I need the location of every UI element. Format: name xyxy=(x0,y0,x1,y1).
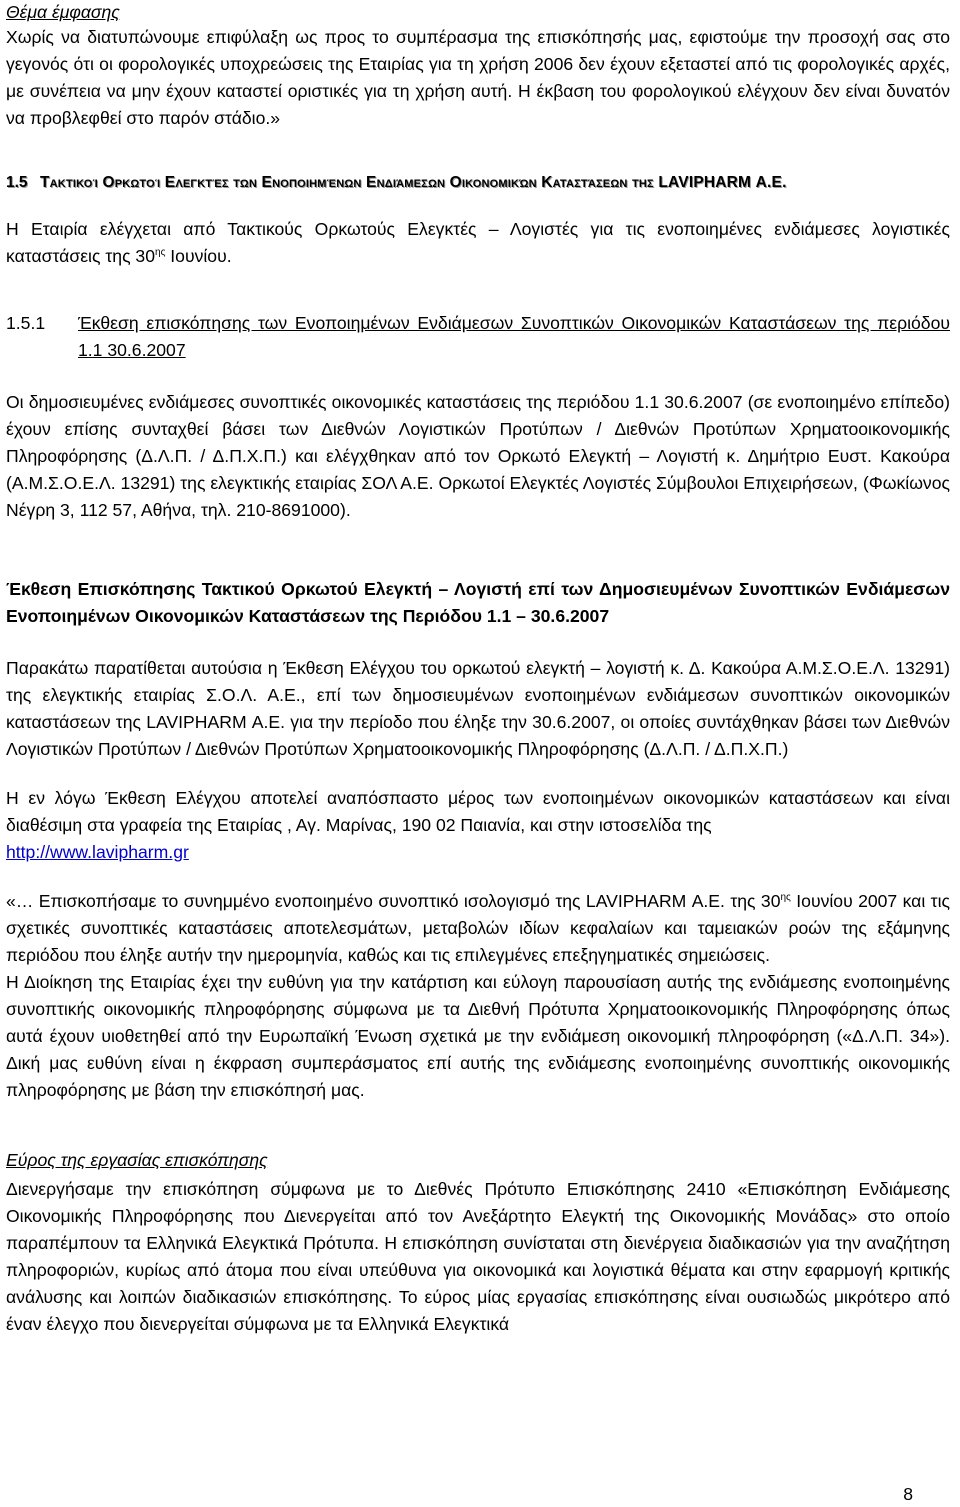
subsection-number: 1.5.1 xyxy=(6,313,46,333)
page-content xyxy=(6,0,950,1338)
section-intro-paragraph xyxy=(6,216,950,270)
page-number: 8 xyxy=(903,1484,913,1504)
emphasis-paragraph: Χωρίς να διατυπώνουμε επιφύλαξη ως προς το συμπέρασμα της επισκόπησής μας, εφιστούμε την προσοχή σας στο γεγονός ότι οι φορολογικές υποχρεώσεις της Εταιρίας για τη χρήση 2006 δεν έχουν εξεταστεί από τις φορολογικές αρχές, με συνέπεια να μην έχουν καταστεί οριστικές για τη χρήση αυτή. Η έκβαση του φορολογικού ελέγχουν δεν είναι δυνατόν να προβλεφθεί στο παρόν στάδιο.» xyxy=(6,27,950,128)
report-paragraph-1: Παρακάτω παρατίθεται αυτούσια η Έκθεση Ελέγχου του ορκωτού ελεγκτή – λογιστή κ. Δ. Κακούρα Α.Μ.Σ.Ο.Ε.Λ. 13291) της ελεγκτικής εταιρίας Σ.Ο.Λ. Α.Ε., επί των δημοσιευμένων ενοποιημένων ενδιάμεσων συνοπτικών οικονομικών καταστάσεων της LAVIPHARM Α.Ε. για την περίοδο που έληξε την 30.6.2007, οι οποίες συντάχθηκαν βάσει των Διεθνών Λογιστικών Προτύπων / Διεθνών Προτύπων Χρηματοοικονομικής Πληροφόρησης (Δ.Λ.Π. / Δ.Π.Χ.Π.) xyxy=(6,658,950,759)
company-website-link[interactable]: http://www.lavipharm.gr xyxy=(6,842,189,862)
report-paragraph-2-text: Η εν λόγω Έκθεση Ελέγχου αποτελεί αναπόσπαστο μέρος των ενοποιημένων οικονομικών καταστάσεων και είναι διαθέσιμη στα γραφεία της Εταιρίας , Αγ. Μαρίνας, 190 02 Παιανία, και στην ιστοσελίδα της xyxy=(6,788,950,835)
report-paragraph-2 xyxy=(6,785,950,866)
subsection-title: Έκθεση επισκόπησης των Ενοποιημένων Ενδιάμεσων Συνοπτικών Οικονομικών Καταστάσεων της περιόδου 1.1 30.6.2007 xyxy=(78,313,950,360)
subsection-paragraph: Οι δημοσιευμένες ενδιάμεσες συνοπτικές οικονομικές καταστάσεις της περιόδου 1.1 30.6.2007 (σε ενοποιημένο επίπεδο) έχουν επίσης συνταχθεί βάσει των Διεθνών Λογιστικών Προτύπων / Διεθνών Προτύπων Χρηματοοικονομικής Πληροφόρησης (Δ.Λ.Π. / Δ.Π.Χ.Π.) και ελέγχθηκαν από τον Ορκωτό Ελεγκτή – Λογιστή κ. Δημήτριο Ευστ. Κακούρα (Α.Μ.Σ.Ο.Ε.Λ. 13291) της ελεγκτικής εταιρίας ΣΟΛ Α.Ε. Ορκωτοί Ελεγκτές Λογιστές Σύμβουλοι Επιχειρήσεων, (Φωκίωνος Νέγρη 3, 112 57, Αθήνα, τηλ. 210-8691000). xyxy=(6,392,950,520)
report-paragraph-3-text: «… Επισκοπήσαμε το συνημμένο ενοποιημένο συνοπτικό ισολογισμό της LAVIPHARM Α.Ε. της 30 xyxy=(6,891,781,911)
report-paragraph-3-superscript: ης xyxy=(780,892,791,904)
report-heading: Έκθεση Επισκόπησης Τακτικού Ορκωτού Ελεγκτή – Λογιστή επί των Δημοσιευμένων Συνοπτικών Ενδιάμεσων Ενοποιημένων Οικονομικών Καταστάσεων της Περιόδου 1.1 – 30.6.2007 xyxy=(6,579,950,626)
section-heading xyxy=(6,170,950,196)
section-number: 1.5 xyxy=(6,174,28,191)
section-intro-superscript: ης xyxy=(155,247,166,259)
subsection-heading xyxy=(6,310,950,364)
report-paragraph-3 xyxy=(6,888,950,969)
section-title: Τακτικοί Ορκωτοί Ελεγκτές των Ενοποιημένων Ενδιάμεσων Οικονομικών Καταστάσεων της LAVIPHARM Α.Ε. xyxy=(40,174,787,191)
scope-paragraph: Διενεργήσαμε την επισκόπηση σύμφωνα με το Διεθνές Πρότυπο Επισκόπησης 2410 «Επισκόπηση Ενδιάμεσης Οικονομικής Πληροφόρησης που Διενεργείται από τον Ανεξάρτητο Ελεγκτή της Οικονομικής Μονάδας» στο οποίο παραπέμπουν τα Ελληνικά Ελεγκτικά Πρότυπα. Η επισκόπηση συνίσταται στη διενέργεια διαδικασιών για την αναζήτηση πληροφοριών, κυρίως από άτομα που είναι υπεύθυνα για οικονομικά και λογιστικά θέματα και στην εφαρμογή κριτικής ανάλυσης και λοιπών διαδικασιών επισκόπησης. Το εύρος μίας εργασίας επισκόπησης είναι ουσιωδώς μικρότερο από έναν έλεγχο που διενεργείται σύμφωνα με τα Ελληνικά Ελεγκτικά xyxy=(6,1179,950,1334)
scope-heading: Εύρος της εργασίας επισκόπησης xyxy=(6,1150,268,1170)
section-intro-tail: Ιουνίου. xyxy=(165,246,232,266)
report-paragraph-3-tail: Ιουνίου 2007 και τις σχετικές συνοπτικές καταστάσεις αποτελεσμάτων, μεταβολών ιδίων κεφαλαίων και ταμειακών ροών της εξάμηνης περιόδου που έληξε αυτήν την ημερομηνία, καθώς και τις επιλεγμένες επεξηγηματικές σημειώσεις. xyxy=(6,891,950,965)
emphasis-heading: Θέμα έμφασης xyxy=(6,2,120,22)
report-paragraph-4: Η Διοίκηση της Εταιρίας έχει την ευθύνη για την κατάρτιση και εύλογη παρουσίαση αυτής της ενδιάμεσης ενοποιημένης συνοπτικής οικονομικής πληροφόρησης σύμφωνα με τα Διεθνή Πρότυπα Χρηματοοικονομικής Πληροφόρησης όπως αυτά έχουν υιοθετηθεί από την Ευρωπαϊκή Ένωση σχετικά με την ενδιάμεση οικονομική πληροφόρηση («Δ.Λ.Π. 34»). Δική μας ευθύνη είναι η έκφραση συμπεράσματος επί αυτής της ενδιάμεσης ενοποιημένης συνοπτικής οικονομικής πληροφόρησης με βάση την επισκόπησή μας. xyxy=(6,972,950,1100)
section-intro-text: Η Εταιρία ελέγχεται από Τακτικούς Ορκωτούς Ελεγκτές – Λογιστές για τις ενοποιημένες ενδιάμεσες λογιστικές καταστάσεις της 30 xyxy=(6,219,950,266)
